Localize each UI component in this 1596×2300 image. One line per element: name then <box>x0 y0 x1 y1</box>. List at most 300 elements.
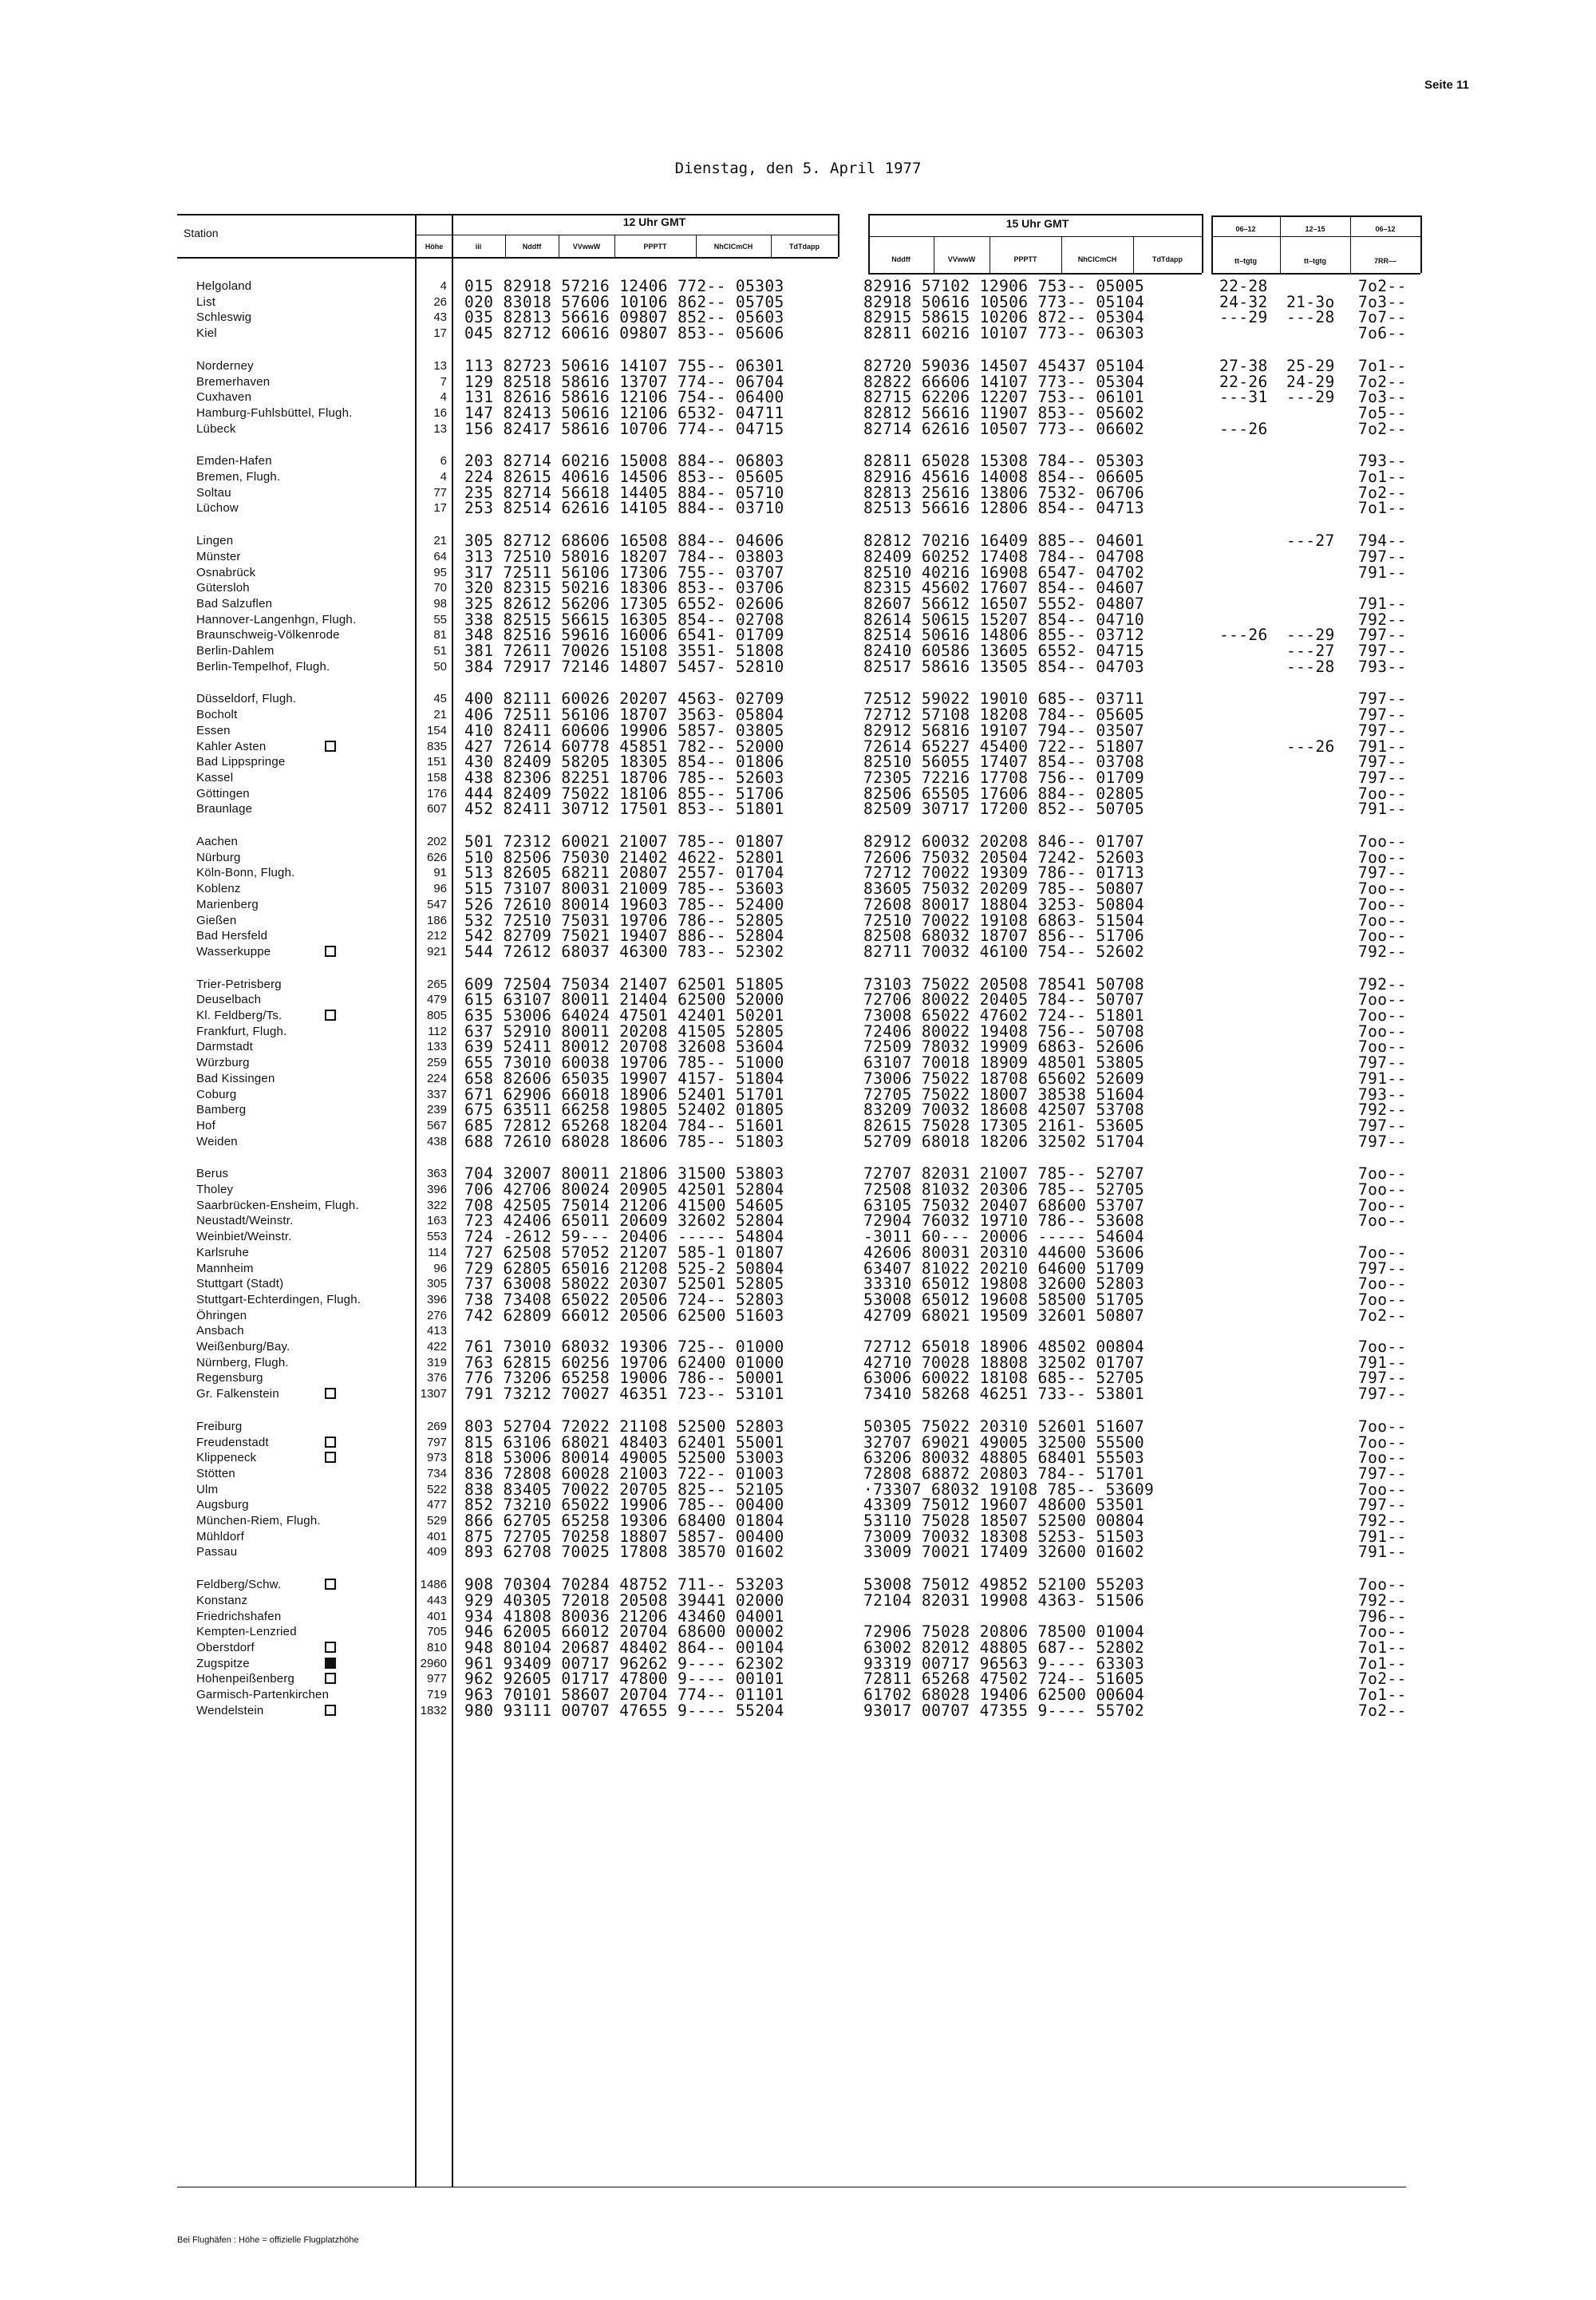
table-row <box>0 1164 1596 1182</box>
station-height: 163 <box>426 1214 447 1228</box>
col-c-value: 7oo-- <box>1358 1211 1407 1231</box>
obs-12-uhr: 655 73010 60038 19706 785-- 51000 <box>464 1053 784 1073</box>
station-name: Norderney <box>196 358 254 373</box>
col-b-value: ---26 <box>1286 737 1335 756</box>
hoehe-header: Höhe <box>425 243 444 251</box>
iii-header: iii <box>475 243 482 251</box>
obs-12-uhr: 961 93409 00717 96262 9---- 62302 <box>464 1654 784 1673</box>
col-c-value: 7oo-- <box>1358 1180 1407 1199</box>
obs-12-uhr: 763 62815 60256 19706 62400 01000 <box>464 1353 784 1372</box>
pppp-header-12: PPPTT <box>643 243 667 251</box>
footnote: Bei Flughäfen : Höhe = offizielle Flugplatzhöhe <box>177 2235 359 2245</box>
station-name: Cuxhaven <box>196 390 252 405</box>
station-name: Zugspitze <box>196 1656 250 1670</box>
station-height: 305 <box>426 1277 447 1291</box>
station-height: 158 <box>426 770 447 784</box>
station-name: Bad Hersfeld <box>196 929 268 943</box>
obs-12-uhr: 325 82612 56206 17305 6552- 02606 <box>464 594 784 613</box>
station-height: 64 <box>433 549 447 563</box>
obs-15-uhr: 63105 75032 20407 68600 53707 <box>863 1195 1145 1215</box>
station-height: 259 <box>426 1056 447 1070</box>
col-c-value: 7oo-- <box>1358 1164 1407 1184</box>
station-name: Bocholt <box>196 708 238 722</box>
obs-12-uhr: 147 82413 50616 12106 6532- 04711 <box>464 403 784 422</box>
col-c-value: 7oo-- <box>1358 1037 1407 1057</box>
obs-12-uhr: 737 63008 58022 20307 52501 52805 <box>464 1274 784 1294</box>
table-row <box>0 990 1596 1008</box>
col-c-value: 797-- <box>1358 690 1407 709</box>
station-name: Soltau <box>196 485 231 500</box>
obs-15-uhr: 82510 56055 17407 854-- 03708 <box>863 753 1145 772</box>
obs-12-uhr: 908 70304 70284 48752 711-- 53203 <box>464 1575 784 1595</box>
station-height: 322 <box>426 1198 447 1212</box>
table-row <box>0 1069 1596 1087</box>
obs-15-uhr: 72614 65227 45400 722-- 51807 <box>863 737 1145 756</box>
col-c-value: 791-- <box>1358 737 1407 756</box>
obs-12-uhr: 875 72705 70258 18807 5857- 00400 <box>464 1527 784 1546</box>
obs-12-uhr: 430 82409 58205 18305 854-- 01806 <box>464 753 784 772</box>
col-c-value: 7o3-- <box>1358 388 1407 407</box>
table-row <box>0 832 1596 850</box>
table-row <box>0 1575 1596 1593</box>
page-title: Dienstag, den 5. April 1977 <box>674 160 922 177</box>
obs-12-uhr: 836 72808 60028 21003 722-- 01003 <box>464 1464 784 1483</box>
table-row <box>0 388 1596 405</box>
station-name: Trier-Petrisberg <box>196 977 282 991</box>
station-name: Göttingen <box>196 786 250 800</box>
table-row <box>0 769 1596 786</box>
station-name: Regensburg <box>196 1371 263 1385</box>
station-height: 734 <box>426 1466 447 1480</box>
table-row <box>0 1259 1596 1277</box>
station-name: Bad Kissingen <box>196 1071 275 1085</box>
obs-15-uhr: 82812 56616 11907 853-- 05602 <box>863 403 1145 422</box>
col-c-value: 792-- <box>1358 1101 1407 1120</box>
table-row <box>0 1022 1596 1040</box>
obs-15-uhr: 82315 45602 17607 854-- 04607 <box>863 579 1145 598</box>
table-row <box>0 1654 1596 1672</box>
col-c-value: 797-- <box>1358 1132 1407 1151</box>
station-name: Mannheim <box>196 1261 254 1275</box>
col-c-value: 793-- <box>1358 1085 1407 1104</box>
obs-12-uhr: 203 82714 60216 15008 884-- 06803 <box>464 452 784 471</box>
station-height: 112 <box>428 1024 447 1038</box>
obs-15-uhr: 82513 56616 12806 854-- 04713 <box>863 499 1145 518</box>
col-b-subheader: tt–tgtg <box>1304 257 1326 265</box>
clouds-header-15: NhClCmCH <box>1077 255 1117 263</box>
station-name: Osnabrück <box>196 565 256 579</box>
table-row <box>0 357 1596 374</box>
table-row <box>0 324 1596 342</box>
station-height: 337 <box>426 1087 447 1101</box>
obs-15-uhr: 72808 68872 20803 784-- 51701 <box>863 1464 1145 1483</box>
station-height: 529 <box>426 1514 447 1527</box>
nddff-header-12: Nddff <box>522 243 542 251</box>
obs-15-uhr: 73103 75022 20508 78541 50708 <box>863 974 1145 994</box>
table-row <box>0 1591 1596 1609</box>
col-c-value: 797-- <box>1358 705 1407 725</box>
obs-12-uhr: 532 72510 75031 19706 786-- 52805 <box>464 911 784 930</box>
table-row <box>0 1085 1596 1103</box>
table-row <box>0 1338 1596 1355</box>
obs-15-uhr: 82912 60032 20208 846-- 01707 <box>863 832 1145 851</box>
obs-15-uhr: 72509 78032 19909 6863- 52606 <box>863 1037 1145 1057</box>
obs-12-uhr: 253 82514 62616 14105 884-- 03710 <box>464 499 784 518</box>
obs-15-uhr: 72406 80022 19408 756-- 50708 <box>863 1022 1145 1041</box>
col-c-value: 7oo-- <box>1358 1195 1407 1215</box>
station-height: 212 <box>426 929 447 943</box>
station-name: Kl. Feldberg/Ts. <box>196 1009 282 1022</box>
obs-15-uhr: 93319 00717 96563 9---- 63303 <box>863 1654 1145 1673</box>
station-height: 376 <box>426 1371 447 1385</box>
col-c-value: 7oo-- <box>1358 1290 1407 1309</box>
table-row <box>0 547 1596 565</box>
station-height: 96 <box>433 1261 447 1275</box>
obs-15-uhr: 42606 80031 20310 44600 53606 <box>863 1243 1145 1262</box>
station-height: 55 <box>433 612 447 626</box>
obs-12-uhr: 410 82411 60606 19906 5857- 03805 <box>464 721 784 740</box>
col-c-value: 7oo-- <box>1358 1274 1407 1294</box>
col-c-value: 7oo-- <box>1358 1243 1407 1262</box>
col-c-value: 7o2-- <box>1358 1306 1407 1325</box>
station-height: 16 <box>433 405 447 420</box>
col-c-value: 797-- <box>1358 1116 1407 1135</box>
col-b-value: 24-29 <box>1286 372 1335 391</box>
col-a-value: ---31 <box>1219 388 1268 407</box>
table-row <box>0 499 1596 516</box>
obs-12-uhr: 962 92605 01717 47800 9---- 00101 <box>464 1670 784 1689</box>
obs-15-uhr: 82918 50616 10506 773-- 05104 <box>863 292 1145 311</box>
obs-12-uhr: 320 82315 50216 18306 853-- 03706 <box>464 579 784 598</box>
obs-15-uhr: 72712 65018 18906 48502 00804 <box>863 1338 1145 1356</box>
station-height: 409 <box>426 1545 447 1559</box>
col-c-value: 7o2-- <box>1358 419 1407 438</box>
obs-12-uhr: 400 82111 60026 20207 4563- 02709 <box>464 690 784 709</box>
station-height: 202 <box>426 835 447 848</box>
table-row <box>0 308 1596 326</box>
obs-15-uhr: 63107 70018 18909 48501 53805 <box>863 1053 1145 1073</box>
station-height: 522 <box>426 1482 447 1496</box>
obs-12-uhr: 381 72611 70026 15108 3551- 51808 <box>464 642 784 660</box>
obs-15-uhr: 82715 62206 12207 753-- 06101 <box>863 388 1145 407</box>
table-row <box>0 1180 1596 1198</box>
station-height: 96 <box>433 882 447 896</box>
table-row <box>0 848 1596 866</box>
col-c-value: 797-- <box>1358 547 1407 566</box>
table-row <box>0 1116 1596 1134</box>
station-name: Karlsruhe <box>196 1245 249 1259</box>
obs-15-uhr: 72305 72216 17708 756-- 01709 <box>863 768 1145 787</box>
col-c-value: 7oo-- <box>1358 784 1407 803</box>
col-c-value: 7oo-- <box>1358 1006 1407 1025</box>
station-name: Deuselbach <box>196 993 262 1007</box>
table-row <box>0 1211 1596 1229</box>
station-height: 479 <box>426 993 447 1007</box>
station-name: List <box>196 294 216 309</box>
col-c-value: 797-- <box>1358 721 1407 740</box>
station-height: 133 <box>426 1040 447 1054</box>
col-b-value: ---29 <box>1286 388 1335 407</box>
obs-12-uhr: 131 82616 58616 12106 754-- 06400 <box>464 388 784 407</box>
station-name: Braunschweig-Völkenrode <box>196 628 340 642</box>
obs-15-uhr: 83605 75032 20209 785-- 50807 <box>863 879 1145 899</box>
station-height: 13 <box>433 421 447 436</box>
obs-15-uhr: 72906 75028 20806 78500 01004 <box>863 1622 1145 1642</box>
square-icon <box>325 1705 336 1716</box>
col-a-value: ---26 <box>1219 626 1268 645</box>
station-name: Braunlage <box>196 802 253 816</box>
station-height: 43 <box>433 310 447 325</box>
col-c-value: 7o3-- <box>1358 292 1407 311</box>
col-c-value: 797-- <box>1358 1496 1407 1515</box>
clouds-header-12: NhClCmCH <box>713 243 753 251</box>
obs-15-uhr: 42709 68021 19509 32601 50807 <box>863 1306 1145 1325</box>
station-height: 21 <box>433 534 447 548</box>
station-name: Kahler Asten <box>196 739 267 753</box>
station-name: Kempten-Lenzried <box>196 1625 297 1639</box>
station-height: 607 <box>426 802 447 816</box>
table-row <box>0 452 1596 469</box>
obs-12-uhr: 317 72511 56106 17306 755-- 03707 <box>464 563 784 582</box>
station-name: Klippeneck <box>196 1451 257 1465</box>
obs-12-uhr: 639 52411 80012 20708 32608 53604 <box>464 1037 784 1057</box>
station-name: Bremen, Flugh. <box>196 470 281 484</box>
obs-12-uhr: 235 82714 56618 14405 884-- 05710 <box>464 483 784 502</box>
col-a-value: 22-26 <box>1219 372 1268 391</box>
station-name: Berus <box>196 1167 229 1181</box>
station-name: Weinbiet/Weinstr. <box>196 1230 292 1244</box>
station-height: 176 <box>426 786 447 800</box>
station-height: 2960 <box>420 1656 447 1670</box>
obs-12-uhr: 948 80104 20687 48402 864-- 00104 <box>464 1638 784 1657</box>
obs-15-uhr: 82517 58616 13505 854-- 04703 <box>863 657 1145 676</box>
station-name: Hamburg-Fuhlsbüttel, Flugh. <box>196 405 353 420</box>
col-c-value: 7oo-- <box>1358 848 1407 867</box>
table-row <box>0 1496 1596 1513</box>
station-height: 239 <box>426 1103 447 1117</box>
obs-15-uhr: 93017 00707 47355 9---- 55702 <box>863 1701 1145 1720</box>
header-15-uhr: 15 Uhr GMT <box>1005 217 1069 230</box>
station-name: Öhringen <box>196 1308 247 1322</box>
obs-15-uhr: 82607 56612 16507 5552- 04807 <box>863 594 1145 613</box>
obs-15-uhr: -3011 60--- 20006 ----- 54604 <box>863 1227 1145 1247</box>
obs-15-uhr: 82508 68032 18707 856-- 51706 <box>863 927 1145 946</box>
obs-15-uhr: 52709 68018 18206 32502 51704 <box>863 1132 1145 1151</box>
col-c-value: 7oo-- <box>1358 832 1407 851</box>
obs-12-uhr: 384 72917 72146 14807 5457- 52810 <box>464 657 784 676</box>
station-name: Münster <box>196 549 241 563</box>
col-c-value: 792-- <box>1358 610 1407 629</box>
obs-12-uhr: 675 63511 66258 19805 52402 01805 <box>464 1101 784 1120</box>
col-a-header: 06–12 <box>1235 225 1256 233</box>
obs-12-uhr: 658 82606 65035 19907 4157- 51804 <box>464 1069 784 1088</box>
station-height: 396 <box>426 1292 447 1306</box>
obs-15-uhr: 82916 57102 12906 753-- 05005 <box>863 277 1145 295</box>
col-c-value: 7o7-- <box>1358 308 1407 327</box>
obs-12-uhr: 723 42406 65011 20609 32602 52804 <box>464 1211 784 1231</box>
obs-15-uhr: 63407 81022 20210 64600 51709 <box>863 1259 1145 1278</box>
obs-12-uhr: 729 62805 65016 21208 525-2 50804 <box>464 1259 784 1278</box>
obs-12-uhr: 348 82516 59616 16006 6541- 01709 <box>464 626 784 645</box>
obs-12-uhr: 803 52704 72022 21108 52500 52803 <box>464 1417 784 1436</box>
square-icon <box>325 741 336 752</box>
obs-12-uhr: 635 53006 64024 47501 42401 50201 <box>464 1006 784 1025</box>
station-height: 224 <box>426 1071 447 1085</box>
col-c-value: 7oo-- <box>1358 879 1407 899</box>
obs-12-uhr: 035 82813 56616 09807 852-- 05603 <box>464 308 784 327</box>
obs-12-uhr: 776 73206 65258 19006 786-- 50001 <box>464 1369 784 1388</box>
station-height: 401 <box>426 1529 447 1543</box>
col-a-value: 27-38 <box>1219 356 1268 375</box>
col-c-value: 791-- <box>1358 800 1407 819</box>
station-height: 114 <box>428 1245 447 1259</box>
station-height: 98 <box>433 596 447 611</box>
station-height: 45 <box>433 692 447 706</box>
station-name: Nürburg <box>196 850 241 864</box>
obs-15-uhr: 82711 70032 46100 754-- 52602 <box>863 942 1145 961</box>
table-row <box>0 1512 1596 1529</box>
col-c-value: 797-- <box>1358 863 1407 883</box>
obs-12-uhr: 708 42505 75014 21206 41500 54605 <box>464 1195 784 1215</box>
obs-15-uhr: 82813 25616 13806 7532- 06706 <box>863 483 1145 502</box>
station-height: 477 <box>426 1498 447 1512</box>
station-height: 973 <box>426 1451 447 1465</box>
station-name: Helgoland <box>196 279 252 293</box>
col-a-subheader: tt–tgtg <box>1235 257 1257 265</box>
station-height: 921 <box>426 944 447 958</box>
station-name: Weißenburg/Bay. <box>196 1340 290 1354</box>
station-height: 151 <box>426 755 447 769</box>
station-name: Kassel <box>196 770 234 784</box>
col-c-value: 792-- <box>1358 974 1407 994</box>
table-row <box>0 721 1596 739</box>
station-name: Kiel <box>196 326 217 341</box>
table-row <box>0 1132 1596 1150</box>
station-name: Köln-Bonn, Flugh. <box>196 866 295 880</box>
station-name: Mühldorf <box>196 1529 244 1543</box>
col-c-value: 793-- <box>1358 657 1407 676</box>
obs-15-uhr: 82720 59036 14507 45437 05104 <box>863 356 1145 375</box>
table-row <box>0 642 1596 659</box>
col-c-value: 793-- <box>1358 452 1407 471</box>
obs-15-uhr: 82811 65028 15308 784-- 05303 <box>863 452 1145 471</box>
col-c-value: 797-- <box>1358 768 1407 787</box>
station-height: 4 <box>440 390 447 405</box>
vvwww-header-15: VVwwW <box>947 255 976 263</box>
obs-12-uhr: 815 63106 68021 48403 62401 55001 <box>464 1433 784 1452</box>
obs-12-uhr: 685 72812 65268 18204 784-- 51601 <box>464 1116 784 1135</box>
table-row <box>0 1227 1596 1245</box>
table-row <box>0 1527 1596 1545</box>
col-c-subheader: 7RR–– <box>1373 257 1396 265</box>
obs-12-uhr: 338 82515 56615 16305 854-- 02708 <box>464 610 784 629</box>
obs-15-uhr: ·73307 68032 19108 785-- 53609 <box>863 1480 1155 1499</box>
col-c-value: 7o5-- <box>1358 403 1407 422</box>
square-icon <box>325 1642 336 1653</box>
station-name: Passau <box>196 1545 238 1559</box>
station-header: Station <box>184 227 219 239</box>
table-row <box>0 1685 1596 1703</box>
station-height: 1486 <box>420 1578 447 1592</box>
col-c-value: 7oo-- <box>1358 1338 1407 1356</box>
obs-15-uhr: 82915 58615 10206 872-- 05304 <box>863 308 1145 327</box>
table-row <box>0 277 1596 294</box>
obs-12-uhr: 727 62508 57052 21207 585-1 01807 <box>464 1243 784 1262</box>
table-row <box>0 595 1596 612</box>
station-name: Freudenstadt <box>196 1435 269 1449</box>
station-height: 17 <box>433 326 447 341</box>
obs-12-uhr: 510 82506 75030 21402 4622- 52801 <box>464 848 784 867</box>
col-c-value: 7oo-- <box>1358 911 1407 930</box>
obs-12-uhr: 427 72614 60778 45851 782-- 52000 <box>464 737 784 756</box>
table-row <box>0 1464 1596 1482</box>
col-b-value: 25-29 <box>1286 356 1335 375</box>
station-height: 4 <box>440 470 447 484</box>
obs-12-uhr: 438 82306 82251 18706 785-- 52603 <box>464 768 784 787</box>
obs-12-uhr: 852 73210 65022 19906 785-- 00400 <box>464 1496 784 1515</box>
station-height: 6 <box>440 454 447 468</box>
col-c-value: 7o2-- <box>1358 372 1407 391</box>
station-height: 719 <box>426 1688 447 1701</box>
station-name: Schleswig <box>196 310 252 325</box>
station-name: Hof <box>196 1118 215 1132</box>
col-c-value: 7oo-- <box>1358 1433 1407 1452</box>
station-height: 553 <box>426 1230 447 1244</box>
obs-12-uhr: 671 62906 66018 18906 52401 51701 <box>464 1085 784 1104</box>
table-row <box>0 690 1596 707</box>
station-name: Koblenz <box>196 882 241 896</box>
obs-15-uhr: 82410 60586 13605 6552- 04715 <box>863 642 1145 660</box>
col-c-value: 7oo-- <box>1358 1622 1407 1642</box>
table-row <box>0 1243 1596 1261</box>
obs-12-uhr: 020 83018 57606 10106 862-- 05705 <box>464 292 784 311</box>
obs-15-uhr: 33009 70021 17409 32600 01602 <box>863 1543 1145 1562</box>
col-a-value: ---26 <box>1219 419 1268 438</box>
obs-15-uhr: 82811 60216 10107 773-- 06303 <box>863 324 1145 343</box>
station-name: Wasserkuppe <box>196 944 271 958</box>
obs-15-uhr: 82509 30717 17200 852-- 50705 <box>863 800 1145 819</box>
station-height: 4 <box>440 279 447 293</box>
obs-12-uhr: 313 72510 58016 18207 784-- 03803 <box>464 547 784 566</box>
table-row <box>0 468 1596 485</box>
station-name: Saarbrücken-Ensheim, Flugh. <box>196 1198 359 1212</box>
station-name: Augsburg <box>196 1498 249 1512</box>
obs-15-uhr: 73009 70032 18308 5253- 51503 <box>863 1527 1145 1546</box>
table-row <box>0 1622 1596 1640</box>
obs-15-uhr: 82614 50615 15207 854-- 04710 <box>863 610 1145 629</box>
obs-12-uhr: 544 72612 68037 46300 783-- 52302 <box>464 942 784 961</box>
dewpoint-header-12: TdTdapp <box>789 243 820 251</box>
table-row <box>0 1053 1596 1071</box>
station-height: 805 <box>426 1009 447 1022</box>
station-name: Lübeck <box>196 421 236 436</box>
obs-12-uhr: 526 72610 80014 19603 785-- 52400 <box>464 895 784 914</box>
station-name: Düsseldorf, Flugh. <box>196 692 297 706</box>
station-height: 91 <box>433 866 447 880</box>
col-b-value: ---28 <box>1286 657 1335 676</box>
obs-15-uhr: 72104 82031 19908 4363- 51506 <box>863 1591 1145 1610</box>
station-height: 269 <box>426 1419 447 1433</box>
obs-15-uhr: 82812 70216 16409 885-- 04601 <box>863 532 1145 551</box>
col-c-value: 791-- <box>1358 563 1407 582</box>
table-row <box>0 1290 1596 1308</box>
table-row <box>0 1274 1596 1292</box>
col-c-value: 792-- <box>1358 1591 1407 1610</box>
col-b-header: 12–15 <box>1305 225 1325 233</box>
table-row <box>0 626 1596 643</box>
obs-12-uhr: 724 -2612 59--- 20406 ----- 54804 <box>464 1227 784 1247</box>
station-name: Darmstadt <box>196 1040 253 1054</box>
